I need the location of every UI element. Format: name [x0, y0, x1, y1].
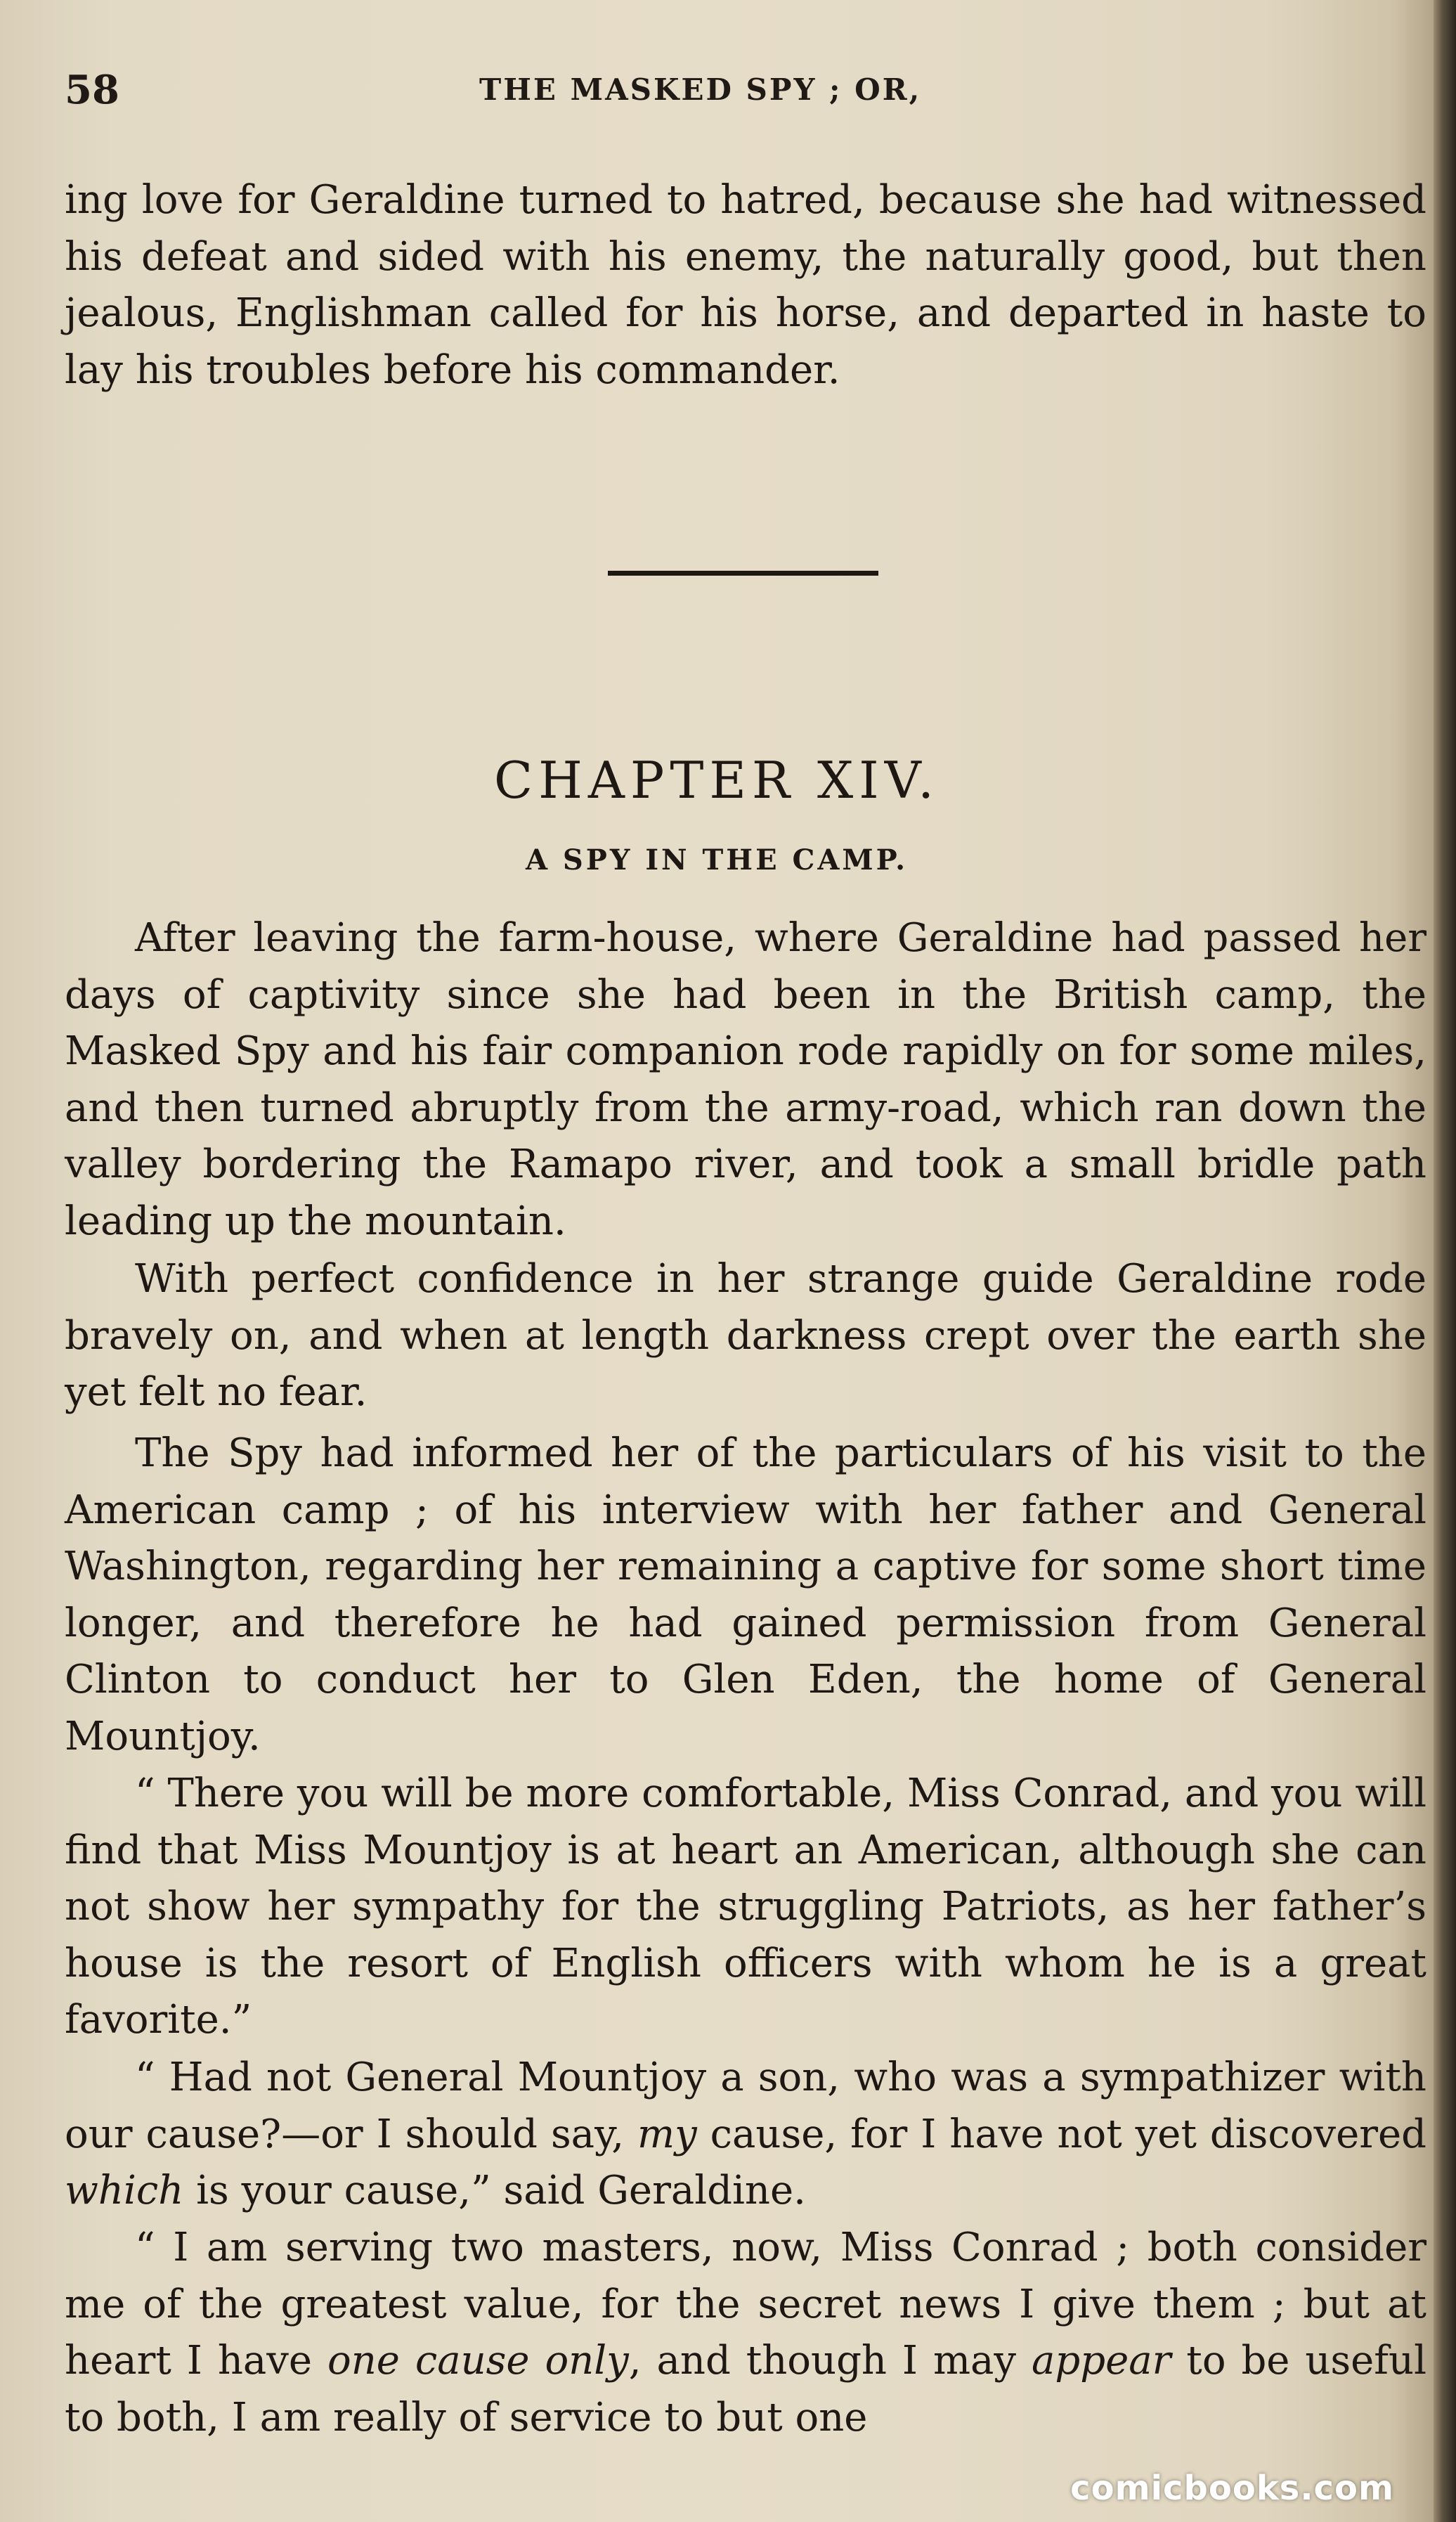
text-run: “ Had not General Mountjoy a son, who was a sympathizer with our cause?—or I should say,	[65, 2055, 1426, 2157]
book-binding-edge	[1434, 0, 1456, 2522]
chapter-subtitle: A SPY IN THE CAMP.	[525, 843, 909, 877]
watermark: comicbooks.com	[1070, 2469, 1394, 2508]
paragraph-opening: After leaving the farm-house, where Geraldine had passed her days of captivity since she had been in the British camp, the Masked Spy and his fair companion rode rapidly on for some miles, and then turned abruptly from the army-road, which ran down the valley bordering the Ramapo river, and took a small bridle path leading up the mountain.	[65, 915, 1426, 1244]
paragraph-continued: ing love for Geraldine turned to hatred, because she had witnessed his defeat and sided with his enemy, the naturally good, but then jealous, Englishman called for his horse, and departed in haste to lay his troubles before his commander.	[65, 177, 1426, 393]
paragraph-dialogue	[65, 2050, 1426, 2220]
paragraph: With perfect confidence in her strange guide Geraldine rode bravely on, and when at length darkness crept over the earth she yet felt no fear.	[65, 1256, 1426, 1415]
text-run: cause, for I have not yet discovered	[696, 2111, 1426, 2157]
paragraph: The Spy had informed her of the particulars of his visit to the American camp ; of his interview with her father and General Washington, regarding her remaining a captive for some short time longer, and therefore he had gained permission from General Clinton to conduct her to Glen Eden, the home of General Mountjoy.	[65, 1430, 1426, 1759]
text-run: “ I am serving two masters, now, Miss Conrad ; both consider me of the greatest value, for the secret news I give them ; but at heart I have	[65, 2225, 1426, 2384]
page-number: 58	[65, 67, 119, 113]
paragraph-dialogue: “ There you will be more comfortable, Miss Conrad, and you will find that Miss Mountjoy is at heart an American, although she can not show her sympathy for the struggling Patriots, as her father’s house is the resort of English officers with whom he is a great favorite.”	[65, 1771, 1426, 2043]
italic-text-run: one cause only	[327, 2338, 629, 2384]
italic-text-run: appear	[1032, 2338, 1171, 2384]
running-head: THE MASKED SPY ; OR,	[479, 72, 922, 107]
section-divider-rule	[608, 571, 878, 576]
text-run: to be useful to both, I am really of service to but one	[65, 2338, 1427, 2440]
italic-text-run: my	[637, 2111, 697, 2157]
chapter-title: CHAPTER XIV.	[494, 751, 940, 810]
italic-text-run: which	[65, 2168, 184, 2213]
page-header	[65, 67, 1400, 123]
text-run: is your cause,” said Geraldine.	[183, 2168, 806, 2213]
paragraph-dialogue	[65, 2220, 1426, 2446]
text-run: , and though I may	[628, 2338, 1032, 2384]
